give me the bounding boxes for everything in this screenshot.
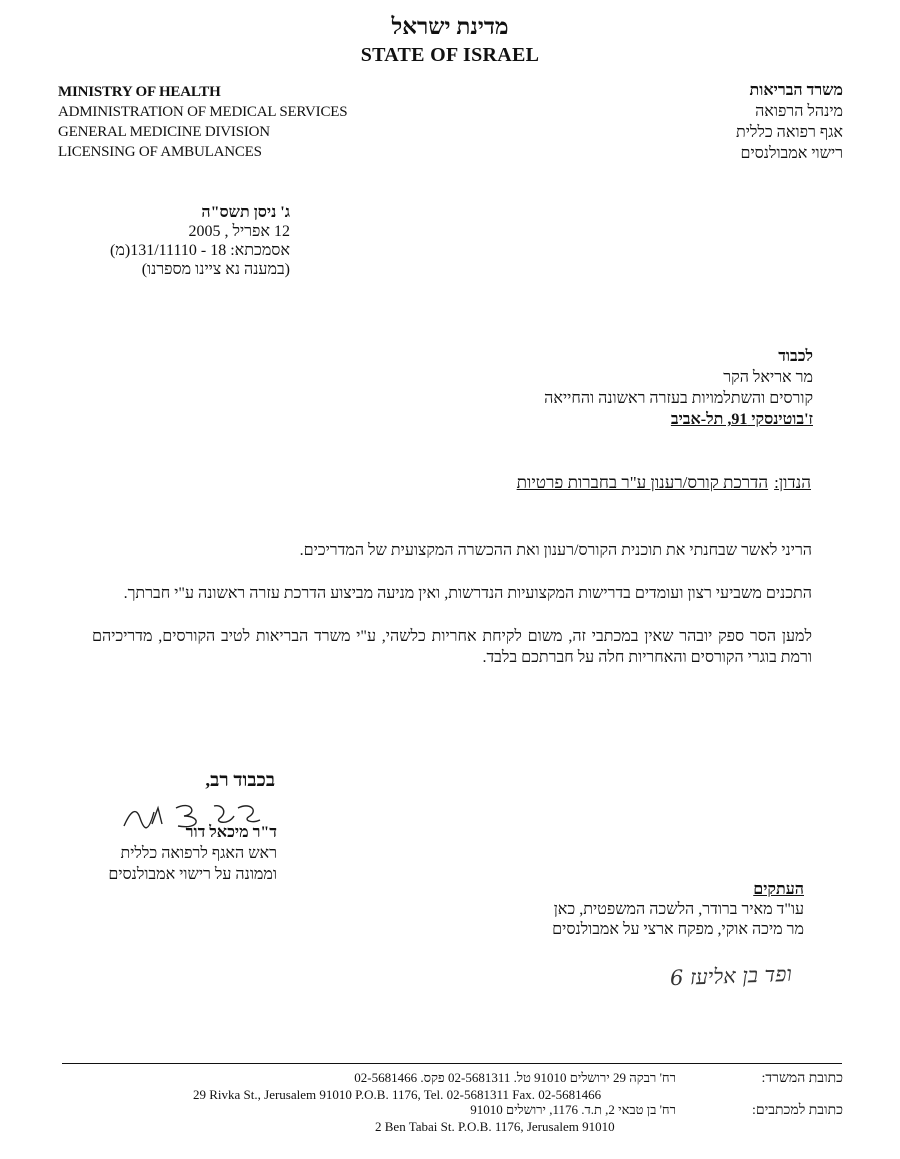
ministry-he-line-2: מינהל הרפואה [755, 103, 843, 120]
reference-number: אסמכתא: 18 - 131/11110(מ) [110, 242, 290, 259]
date-reference-block [80, 203, 290, 279]
signer-title-1: ראש האגף לרפואה כללית [120, 845, 277, 862]
ministry-he-line-4: רישוי אמבולנסים [740, 145, 843, 162]
subject-line [517, 473, 811, 493]
body-paragraph-2: התכנים משביעי רצון ועומדים בדרישות המקצועיות הנדרשות, ואין מניעה מביצוע הדרכת עזרה ראשונה ע"י חברתך. [123, 585, 812, 602]
ministry-line-1: MINISTRY OF HEALTH [58, 84, 221, 100]
ministry-block-english [58, 82, 347, 162]
signer-name: ד"ר מיכאל דור [185, 824, 277, 841]
letter-body [92, 540, 812, 690]
ministry-line-3: GENERAL MEDICINE DIVISION [58, 124, 270, 140]
reference-note: (במענה נא ציינו מספרנו) [141, 261, 290, 278]
body-paragraph-1: הריני לאשר שבחנתי את תוכנית הקורס/רענון ואת ההכשרה המקצועית של המדריכים. [299, 542, 812, 559]
copies-block [384, 880, 804, 940]
office-address-english: 29 Rivka St., Jerusalem 91010 P.O.B. 1176, Tel. 02-5681311 Fax. 02-5681466 [193, 1087, 602, 1102]
copy-recipient-2: מר מיכה אוקי, מפקח ארצי על אמבולנסים [552, 921, 804, 938]
body-paragraph-3: למען הסר ספק יובהר שאין במכתבי זה, משום לקיחת אחריות כלשהי, ע"י משרד הבריאות לטיב הקורסים, מדריכיהם ורמת בוגרי הקורסים והאחריות חלה על חברתכם בלבד. [92, 628, 812, 666]
signoff: בכבוד רב, [205, 770, 275, 791]
ministry-line-4: LICENSING OF AMBULANCES [58, 144, 262, 160]
ministry-he-line-1: משרד הבריאות [749, 82, 843, 99]
office-address-hebrew: רח' רבקה 29 ירושלים 91010 טל. 02-5681311 פקס. 02-5681466 [354, 1070, 676, 1085]
handwritten-note: ופד בן אליעז 6 [669, 961, 793, 991]
recipient-block [293, 346, 813, 430]
mail-address-label: כתובת למכתבים: [751, 1103, 843, 1118]
hebrew-date: ג' ניסן תשס"ה [201, 204, 290, 221]
mail-address-english: 2 Ben Tabai St. P.O.B. 1176, Jerusalem 91010 [375, 1119, 615, 1134]
mail-address-hebrew: רח' בן טבאי 2, ת.ד. 1176, ירושלים 91010 [470, 1102, 676, 1117]
office-address-label: כתובת המשרד: [761, 1071, 843, 1086]
state-name-english: STATE OF ISRAEL [360, 44, 540, 66]
signer-block [40, 822, 277, 885]
footer-divider [62, 1063, 842, 1064]
subject-label: הנדון: [774, 473, 811, 492]
copy-recipient-1: עו"ד מאיר ברודר, הלשכה המשפטית, כאן [553, 901, 804, 918]
salutation: לכבוד [778, 348, 813, 365]
signer-title-2: וממונה על רישוי אמבולנסים [108, 866, 277, 883]
copies-title: העתקים [753, 881, 804, 898]
recipient-name: מר אריאל הקר [723, 369, 813, 386]
recipient-organization: קורסים והשתלמויות בעזרה ראשונה והחייאה [544, 390, 813, 407]
ministry-line-2: ADMINISTRATION OF MEDICAL SERVICES [58, 104, 348, 120]
letter-date: 12 אפריל , 2005 [188, 223, 290, 240]
ministry-block-hebrew [736, 80, 843, 164]
state-name-hebrew: מדינת ישראל [391, 14, 509, 39]
ministry-he-line-3: אגף רפואה כללית [735, 124, 843, 141]
recipient-address: ז'בוטינסקי 91, תל-אביב [670, 411, 813, 428]
subject-text: הדרכת קורס/רענון ע"ר בחברות פרטיות [516, 473, 769, 492]
